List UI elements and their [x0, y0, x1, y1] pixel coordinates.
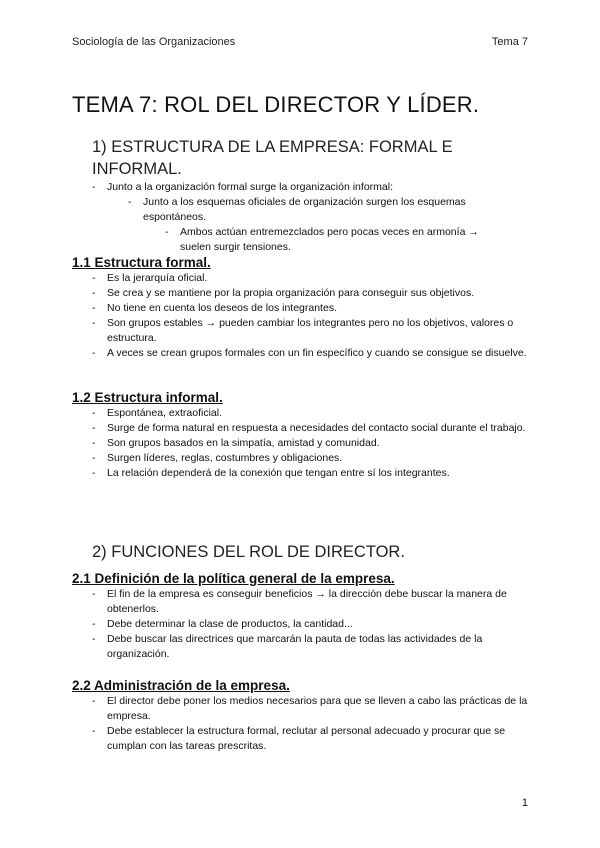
subsection-1-2-list: [92, 406, 528, 481]
list-item: - Son grupos estables → pueden cambiar los integrantes pero no los objetivos, valores o estructura.: [92, 316, 528, 346]
list-item: - Ambos actúan entremezclados pero pocas veces en armonía → suelen surgir tensiones.: [165, 225, 510, 255]
list-item: - Es la jerarquía oficial.: [92, 271, 528, 286]
page-title: TEMA 7: ROL DEL DIRECTOR Y LÍDER.: [72, 92, 480, 117]
section-1-sublist: [128, 195, 508, 225]
header-subject: Sociología de las Organizaciones: [72, 36, 236, 48]
list-item: - Debe determinar la clase de productos, la cantidad...: [92, 617, 528, 632]
list-item: - Son grupos basados en la simpatía, amistad y comunidad.: [92, 436, 528, 451]
subsection-1-2-heading: 1.2 Estructura informal.: [72, 390, 223, 405]
section-1-heading: 1) ESTRUCTURA DE LA EMPRESA: FORMAL E INFORMAL.: [92, 138, 453, 178]
list-item: - Se crea y se mantiene por la propia organización para conseguir sus objetivos.: [92, 286, 528, 301]
list-item: - Surgen líderes, reglas, costumbres y obligaciones.: [92, 451, 528, 466]
list-item: - No tiene en cuenta los deseos de los integrantes.: [92, 301, 528, 316]
list-item: - A veces se crean grupos formales con un fin específico y cuando se consigue se disuelve.: [92, 346, 528, 361]
list-item: - Surge de forma natural en respuesta a necesidades del contacto social durante el trabajo.: [92, 421, 528, 436]
section-2-heading: 2) FUNCIONES DEL ROL DE DIRECTOR.: [92, 543, 405, 561]
subsection-1-1-list: [92, 271, 528, 361]
header-topic: Tema 7: [491, 36, 528, 48]
subsection-1-1-heading: 1.1 Estructura formal.: [72, 255, 211, 270]
section-1-subsublist: [165, 225, 510, 255]
subsection-2-1-list: [92, 587, 528, 662]
list-item: - El director debe poner los medios necesarios para que se lleven a cabo las prácticas de la empresa.: [92, 694, 528, 724]
list-item: - Junto a la organización formal surge la organización informal:: [92, 180, 528, 195]
list-item: - El fin de la empresa es conseguir beneficios → la dirección debe buscar la manera de obtenerlos.: [92, 587, 528, 617]
list-item: - Debe buscar las directrices que marcarán la pauta de todas las actividades de la organización.: [92, 632, 528, 662]
list-item: - Espontánea, extraoficial.: [92, 406, 528, 421]
subsection-2-1-heading: 2.1 Definición de la política general de la empresa.: [72, 571, 395, 586]
page-number: 1: [521, 797, 528, 809]
subsection-2-2-list: [92, 694, 528, 754]
section-1-list: [92, 180, 528, 195]
list-item: - Junto a los esquemas oficiales de organización surgen los esquemas espontáneos.: [128, 195, 508, 225]
list-item: - La relación dependerá de la conexión que tengan entre sí los integrantes.: [92, 466, 528, 481]
subsection-2-2-heading: 2.2 Administración de la empresa.: [72, 678, 290, 693]
list-item: - Debe establecer la estructura formal, reclutar al personal adecuado y procurar que se cumplan con las tareas prescritas.: [92, 724, 528, 754]
